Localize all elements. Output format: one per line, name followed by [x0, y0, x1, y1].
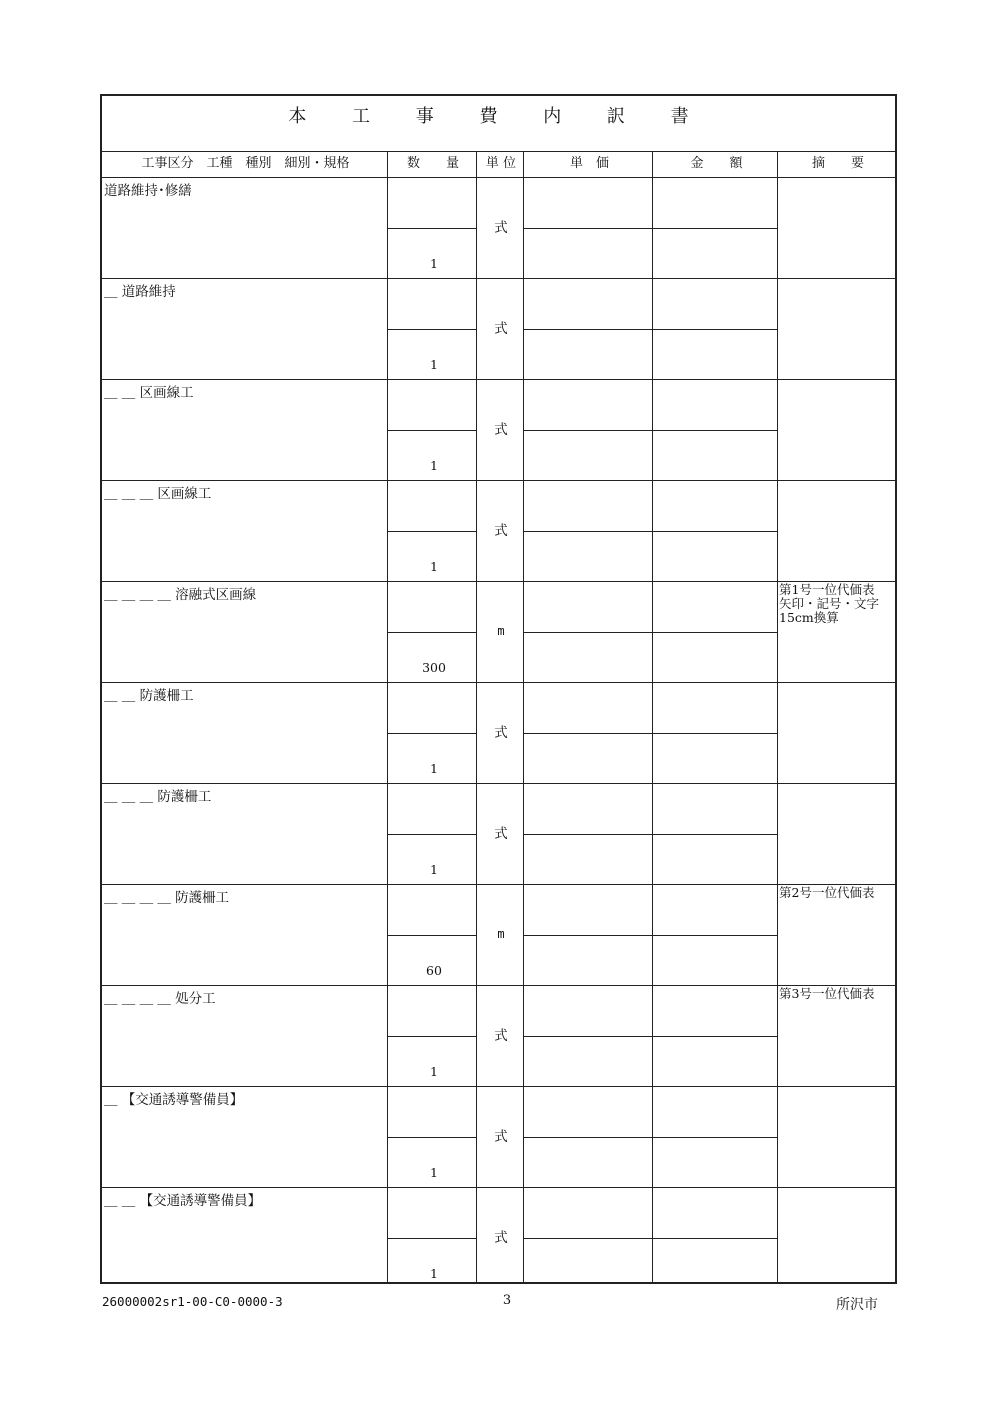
item-unit: 式 [494, 422, 508, 438]
cell-divider [388, 1036, 476, 1037]
cell-divider [524, 1137, 652, 1138]
item-unit: 式 [494, 1028, 508, 1044]
table-row [102, 582, 895, 683]
cell-divider [524, 1238, 652, 1239]
item-quantity: 1 [430, 761, 438, 776]
cell-divider [388, 935, 476, 936]
cell-divider [653, 531, 777, 532]
cell-divider [524, 834, 652, 835]
title-row [102, 96, 895, 152]
item-quantity: 1 [430, 862, 438, 877]
item-name: ＿ 道路維持 [104, 284, 176, 300]
cell-divider [524, 632, 652, 633]
item-name: ＿ ＿ 防護柵工 [104, 688, 194, 704]
cell-divider [524, 329, 652, 330]
cell-divider [524, 430, 652, 431]
cell-divider [388, 531, 476, 532]
header-quantity: 数 量 [406, 156, 459, 171]
cell-divider [388, 1238, 476, 1239]
item-unit: m [497, 927, 505, 941]
item-unit: 式 [494, 1230, 508, 1246]
header-unit-price: 単 価 [569, 156, 609, 171]
cell-divider [388, 228, 476, 229]
cell-divider [653, 329, 777, 330]
table-row [102, 1188, 895, 1289]
item-name: ＿ ＿ ＿ 区画線工 [104, 486, 212, 502]
item-quantity: 1 [430, 357, 438, 372]
table-row [102, 885, 895, 986]
table-row [102, 784, 895, 885]
item-unit: 式 [494, 321, 508, 337]
item-unit: 式 [494, 725, 508, 741]
item-quantity: 1 [430, 256, 438, 271]
item-quantity: 60 [426, 963, 442, 978]
cell-divider [653, 228, 777, 229]
cell-divider [653, 834, 777, 835]
item-unit: 式 [494, 220, 508, 236]
item-name: 道路維持･修繕 [104, 183, 192, 199]
document-title: 本 工 事 費 内 訳 書 [288, 106, 709, 127]
item-quantity: 1 [430, 458, 438, 473]
item-name: ＿ ＿ ＿ ＿ 溶融式区画線 [104, 587, 257, 603]
item-name: ＿ ＿ ＿ ＿ 処分工 [104, 991, 216, 1007]
cell-divider [524, 228, 652, 229]
cost-breakdown-sheet [100, 94, 897, 1284]
cell-divider [524, 531, 652, 532]
item-remarks: 第2号一位代価表 [779, 885, 875, 900]
item-remarks: 第3号一位代価表 [779, 986, 875, 1001]
cell-divider [524, 733, 652, 734]
header-amount: 金 額 [690, 156, 743, 171]
cell-divider [653, 1238, 777, 1239]
item-name: ＿ ＿ 【交通誘導警備員】 [104, 1193, 262, 1209]
cell-divider [388, 430, 476, 431]
item-unit: 式 [494, 826, 508, 842]
item-name: ＿ ＿ ＿ 防護柵工 [104, 789, 212, 805]
document-code: 26000002sr1-00-C0-0000-3 [102, 1294, 283, 1309]
cell-divider [388, 834, 476, 835]
cell-divider [653, 1137, 777, 1138]
municipality-name: 所沢市 [836, 1297, 878, 1313]
item-unit: 式 [494, 523, 508, 539]
item-quantity: 1 [430, 1165, 438, 1180]
item-unit: 式 [494, 1129, 508, 1145]
table-row [102, 1087, 895, 1188]
item-remarks: 第1号一位代価表 矢印・記号・文字 15cm換算 [779, 582, 880, 625]
item-quantity: 1 [430, 1064, 438, 1079]
item-name: ＿ ＿ ＿ ＿ 防護柵工 [104, 890, 230, 906]
item-name: ＿ ＿ 区画線工 [104, 385, 194, 401]
cell-divider [653, 1036, 777, 1037]
cell-divider [388, 329, 476, 330]
item-name: ＿ 【交通誘導警備員】 [104, 1092, 244, 1108]
table-row [102, 178, 895, 279]
cell-divider [388, 632, 476, 633]
table-row [102, 380, 895, 481]
cell-divider [388, 733, 476, 734]
header-remarks: 摘 要 [811, 156, 864, 171]
cell-divider [653, 632, 777, 633]
item-quantity: 1 [430, 1266, 438, 1281]
header-unit: 単 位 [485, 156, 517, 171]
cell-divider [653, 935, 777, 936]
item-quantity: 300 [422, 660, 446, 675]
cell-divider [524, 1036, 652, 1037]
page-number: 3 [502, 1293, 512, 1308]
table-row [102, 481, 895, 582]
cell-divider [653, 733, 777, 734]
cell-divider [388, 1137, 476, 1138]
cell-divider [524, 935, 652, 936]
cell-divider [653, 430, 777, 431]
table-row [102, 986, 895, 1087]
item-quantity: 1 [430, 559, 438, 574]
item-unit: m [497, 624, 505, 638]
header-classification: 工事区分 工種 種別 細別・規格 [141, 156, 350, 171]
table-row [102, 683, 895, 784]
table-row [102, 279, 895, 380]
